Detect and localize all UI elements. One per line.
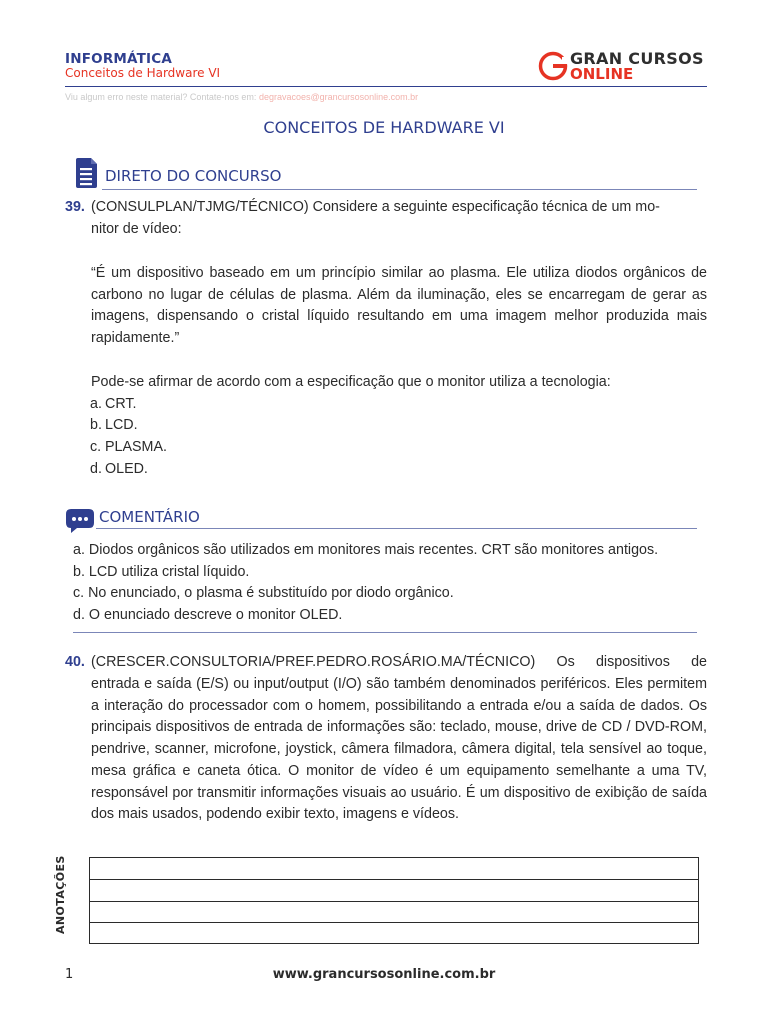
page-number: 1 [65,967,74,982]
notes-line [90,879,698,880]
alternative-letter: b. [90,417,102,433]
notes-box[interactable] [89,857,699,944]
alternative-c[interactable] [90,437,167,459]
contact-text: Viu algum erro neste material? Contate-nos em: [65,92,259,102]
notes-label: ANOTAÇÕES [54,855,67,934]
section-divider [96,528,697,529]
notes-line [90,922,698,923]
alternative-a[interactable] [90,394,137,416]
notes-line [90,901,698,902]
header-topic: Conceitos de Hardware VI [65,66,221,80]
alternative-text: LCD. [105,417,138,433]
document-icon [74,157,98,189]
question-statement-line2: nitor de vídeo: [91,221,182,237]
contact-email-link[interactable]: degravacoes@grancursosonline.com.br [258,92,419,102]
question-quote: “É um dispositivo baseado em um princípio similar ao plasma. Ele utiliza diodos orgânicos de carbono no lugar de células de plasma. Além da iluminação, eles se encarregam de gerar as imagens, dispensando o cristal líquido resultando em uma imagem melhor produzida mais rapidamente.” [91,265,707,347]
comment-item-d: d. O enunciado descreve o monitor OLED. [73,607,343,623]
question-number: 40. [65,654,85,670]
section-divider [102,189,697,190]
chat-bubble-icon [65,508,95,534]
page-title: CONCEITOS DE HARDWARE VI [263,118,505,137]
comment-end-divider [73,632,697,633]
comment-item-a: a. Diodos orgânicos são utilizados em monitores mais recentes. CRT são monitores antigos. [73,542,659,558]
section-direto-do-concurso: DIRETO DO CONCURSO [105,167,282,185]
section-comentario: COMENTÁRIO [99,508,200,526]
gran-cursos-logo[interactable] [538,49,708,83]
alternative-letter: a. [90,396,102,412]
alternative-text: PLASMA. [105,439,167,455]
comment-item-c: c. No enunciado, o plasma é substituído por diodo orgânico. [73,585,454,601]
alternative-letter: d. [90,461,102,477]
alternative-text: CRT. [105,396,137,412]
error-contact-note [65,92,418,102]
footer-website-link[interactable]: www.grancursosonline.com.br [272,967,496,982]
logo-line1: GRAN CURSOS [570,49,704,68]
alternative-letter: c. [90,439,102,455]
logo-line2: ONLINE [570,65,634,83]
header-divider [65,86,707,87]
comment-item-b: b. LCD utiliza cristal líquido. [73,564,250,580]
alternative-d[interactable] [90,459,148,481]
header-subject: INFORMÁTICA [65,51,173,67]
question-statement-line1: (CRESCER.CONSULTORIA/PREF.PEDRO.ROSÁRIO.MA/TÉCNICO) Os dispositivos de [91,654,707,670]
question-statement-body: entrada e saída (E/S) ou input/output (I/O) são também denominados periféricos. Eles permitem a interação do processador com o homem, possibilitando a entrada e/ou a saída de dados. Os principais dispositivos de entrada de informações são: teclado, mouse, drive de CD / DVD-ROM, pendrive, scanner, microfone, joystick, câmera filmadora, câmera digital, tela sensível ao toque, mesa gráfica e caneta ótica. O monitor de vídeo é um equipamento semelhante a uma TV, responsável por transmitir informações visuais ao usuário. É um dispositivo de exibição de saída dos mais usados, podendo exibir texto, imagens e vídeos. [91,676,707,823]
question-prompt: Pode-se afirmar de acordo com a especificação que o monitor utiliza a tecnologia: [91,374,611,390]
alternative-b[interactable] [90,415,138,437]
question-statement-line1: (CONSULPLAN/TJMG/TÉCNICO) Considere a seguinte especificação técnica de um mo- [91,199,660,215]
logo-g-icon [538,51,568,81]
logo-letter: G [552,71,554,72]
alternative-text: OLED. [105,461,148,477]
question-number: 39. [65,199,85,215]
